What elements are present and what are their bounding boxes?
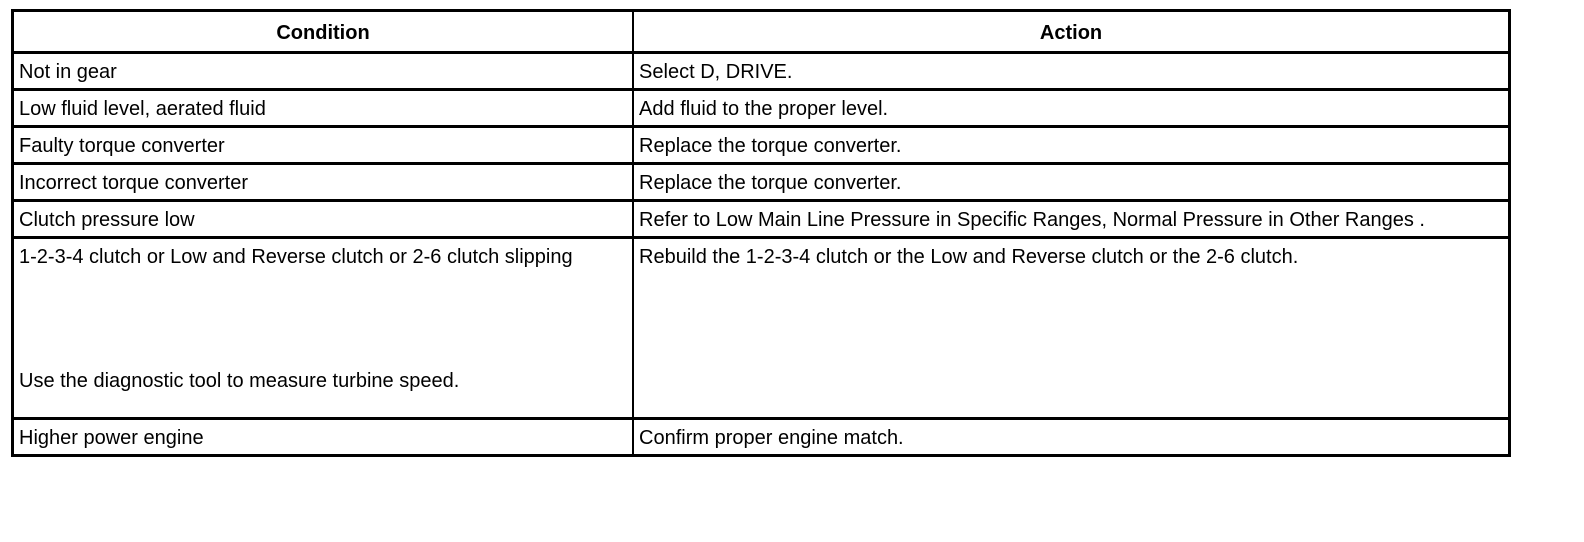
condition-note: Use the diagnostic tool to measure turbine speed.: [19, 370, 460, 392]
diagnostic-table: [11, 9, 1511, 457]
table-row: [13, 419, 1510, 456]
condition-cell: Low fluid level, aerated fluid: [13, 90, 634, 127]
table-row: [13, 90, 1510, 127]
action-cell: Replace the torque converter.: [633, 164, 1509, 201]
table-header-row: [13, 11, 1510, 53]
condition-cell: Higher power engine: [13, 419, 634, 456]
condition-cell: Incorrect torque converter: [13, 164, 634, 201]
action-cell: Refer to Low Main Line Pressure in Specific Ranges, Normal Pressure in Other Ranges .: [633, 201, 1509, 238]
action-cell: Confirm proper engine match.: [633, 419, 1509, 456]
action-cell: Rebuild the 1-2-3-4 clutch or the Low and Reverse clutch or the 2-6 clutch.: [633, 238, 1509, 419]
table-row: [13, 164, 1510, 201]
condition-cell: Faulty torque converter: [13, 127, 634, 164]
table-row: [13, 238, 1510, 419]
condition-cell: [13, 238, 634, 419]
condition-text: 1-2-3-4 clutch or Low and Reverse clutch or 2-6 clutch slipping: [19, 246, 573, 268]
table-row: [13, 127, 1510, 164]
condition-cell: Not in gear: [13, 53, 634, 90]
table-row: [13, 201, 1510, 238]
action-cell: Replace the torque converter.: [633, 127, 1509, 164]
condition-column-header: Condition: [13, 11, 634, 53]
condition-cell: Clutch pressure low: [13, 201, 634, 238]
action-column-header: Action: [633, 11, 1509, 53]
action-cell: Select D, DRIVE.: [633, 53, 1509, 90]
action-cell: Add fluid to the proper level.: [633, 90, 1509, 127]
table-row: [13, 53, 1510, 90]
